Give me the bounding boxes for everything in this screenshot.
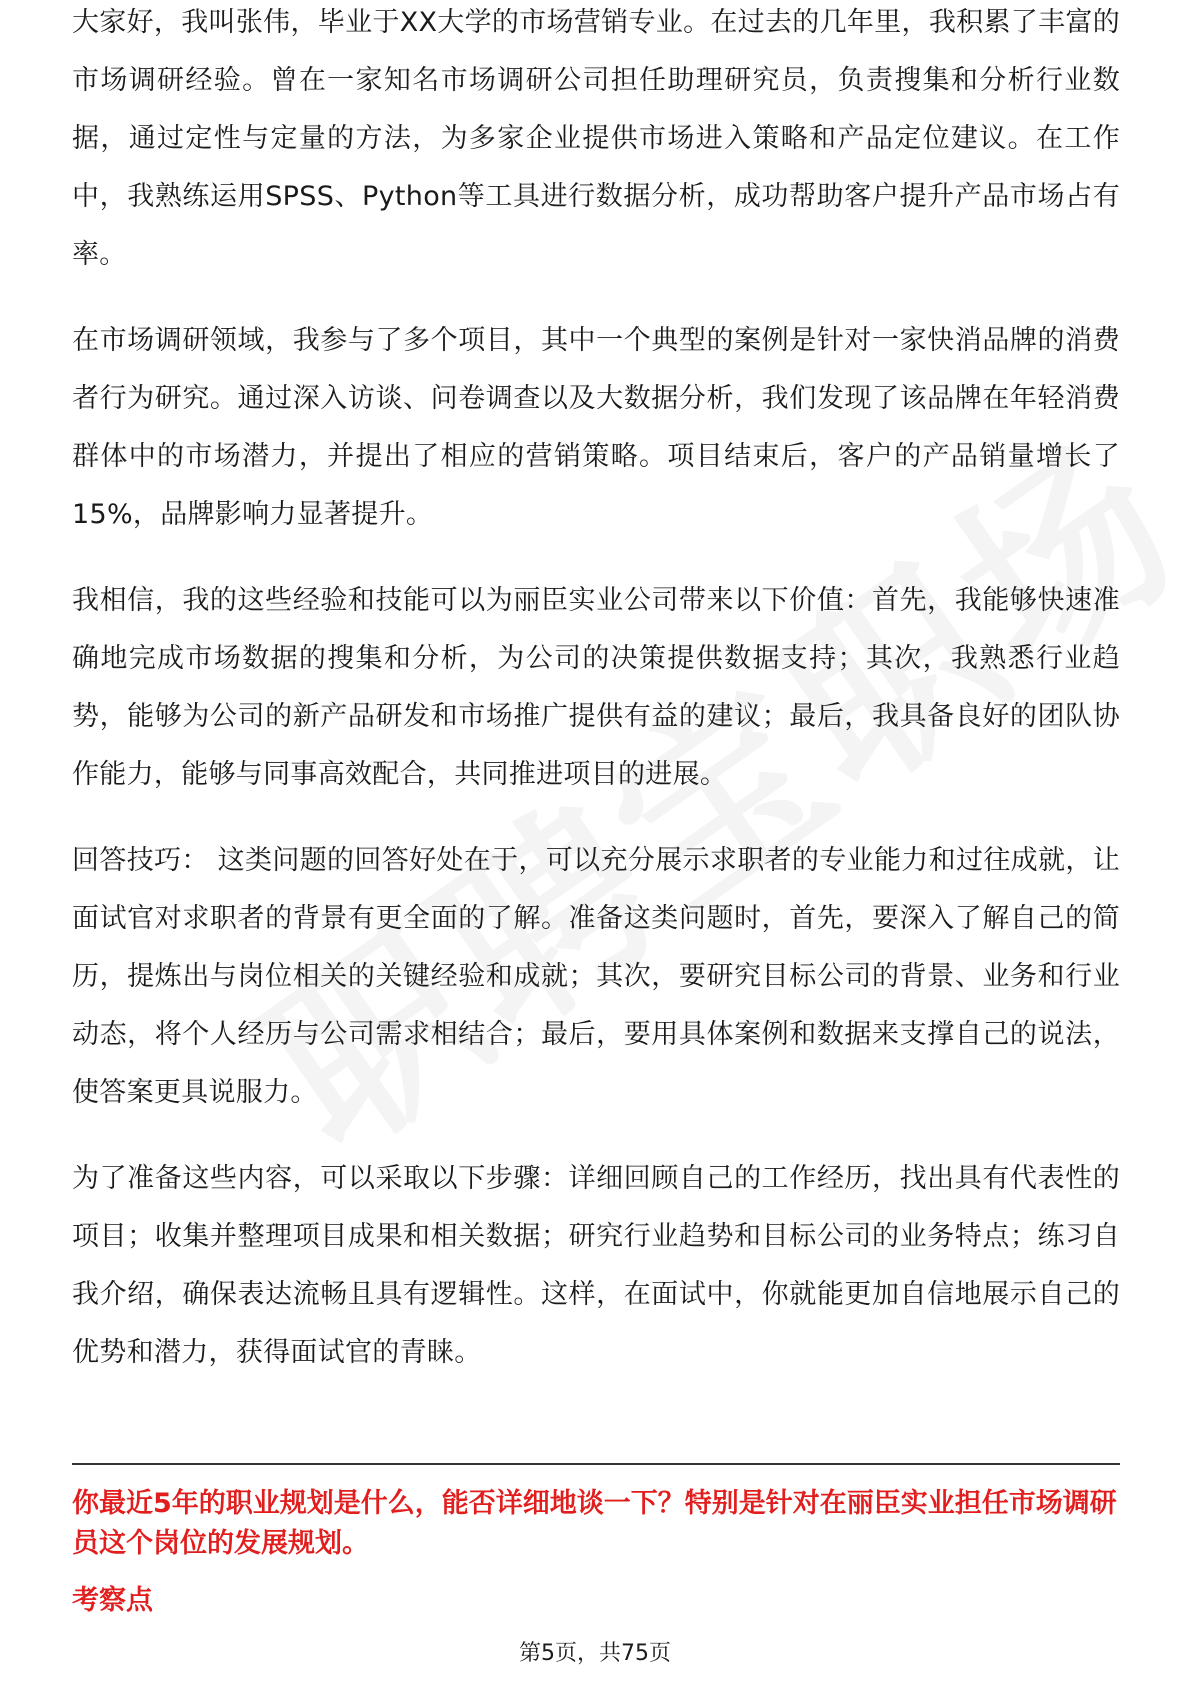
question-heading: 你最近5年的职业规划是什么，能否详细地谈一下？特别是针对在丽臣实业担任市场调研员这个岗位的发展规划。 xyxy=(72,1488,1117,1559)
answer-body xyxy=(72,7,1120,1410)
paragraph-value: 我相信，我的这些经验和技能可以为丽臣实业公司带来以下价值：首先，我能够快速准确地完成市场数据的搜集和分析，为公司的决策提供数据支持；其次，我熟悉行业趋势，能够为公司的新产品研发和市场推广提供有益的建议；最后，我具备良好的团队协作能力，能够与同事高效配合，共同推进项目的进展。 xyxy=(72,585,1120,790)
paragraph-steps: 为了准备这些内容，可以采取以下步骤：详细回顾自己的工作经历，找出具有代表性的项目；收集并整理项目成果和相关数据；研究行业趋势和目标公司的业务特点；练习自我介绍，确保表达流畅且具有逻辑性。这样，在面试中，你就能更加自信地展示自己的优势和潜力，获得面试官的青睐。 xyxy=(72,1163,1120,1368)
paragraph-tips: 回答技巧： 这类问题的回答好处在于，可以充分展示求职者的专业能力和过往成就，让面试官对求职者的背景有更全面的了解。准备这类问题时，首先，要深入了解自己的简历，提炼出与岗位相关的关键经验和成就；其次，要研究目标公司的背景、业务和行业动态，将个人经历与公司需求相结合；最后，要用具体案例和数据来支撑自己的说法，使答案更具说服力。 xyxy=(72,845,1120,1108)
page-footer: 第5页，共75页 xyxy=(519,1641,671,1666)
paragraph-intro: 大家好，我叫张伟，毕业于XX大学的市场营销专业。在过去的几年里，我积累了丰富的市场调研经验。曾在一家知名市场调研公司担任助理研究员，负责搜集和分析行业数据，通过定性与定量的方法，为多家企业提供市场进入策略和产品定位建议。在工作中，我熟练运用SPSS、Python等工具进行数据分析，成功帮助客户提升产品市场占有率。 xyxy=(72,7,1120,270)
paragraph-case: 在市场调研领域，我参与了多个项目，其中一个典型的案例是针对一家快消品牌的消费者行为研究。通过深入访谈、问卷调查以及大数据分析，我们发现了该品牌在年轻消费群体中的市场潜力，并提出了相应的营销策略。项目结束后，客户的产品销量增长了15%，品牌影响力显著提升。 xyxy=(72,325,1120,530)
section-divider xyxy=(72,1463,1120,1465)
section-label-focus: 考察点 xyxy=(72,1585,153,1616)
